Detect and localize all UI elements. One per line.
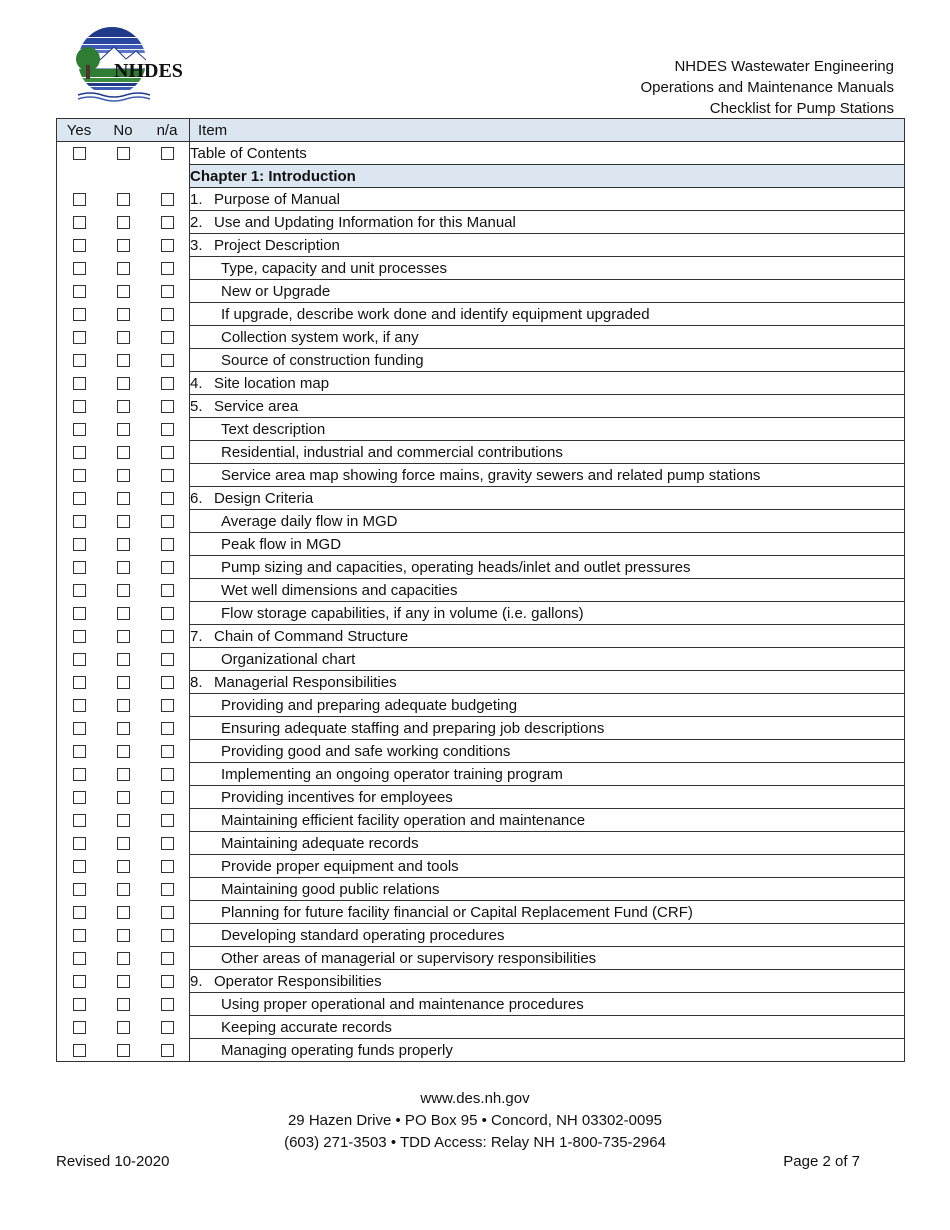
item-number: 1.: [190, 190, 203, 208]
checkbox-no[interactable]: [117, 768, 130, 781]
item-text: Managing operating funds properly: [221, 1041, 453, 1059]
checklist-body: [57, 142, 905, 1062]
checkbox-no[interactable]: [117, 400, 130, 413]
item-cell: [190, 142, 905, 165]
item-cell: [190, 579, 905, 602]
item-cell: [190, 303, 905, 326]
checkbox-na[interactable]: [161, 423, 174, 436]
checkbox-no[interactable]: [117, 423, 130, 436]
checkbox-yes[interactable]: [73, 814, 86, 827]
checklist-row: [57, 418, 905, 441]
checkbox-yes[interactable]: [73, 285, 86, 298]
item-cell: [190, 257, 905, 280]
checklist-row: [57, 533, 905, 556]
col-no: No: [101, 119, 145, 142]
checkbox-yes[interactable]: [73, 837, 86, 850]
item-number: 8.: [190, 673, 203, 691]
item-cell: [190, 809, 905, 832]
table-header-row: [57, 119, 905, 142]
item-cell: [190, 441, 905, 464]
item-text: Chapter 1: Introduction: [190, 167, 356, 185]
item-cell: [190, 234, 905, 257]
item-text: Provide proper equipment and tools: [221, 857, 459, 875]
checkbox-no[interactable]: [117, 699, 130, 712]
checkbox-na[interactable]: [161, 308, 174, 321]
item-cell: [190, 1039, 905, 1062]
item-text: Implementing an ongoing operator training program: [221, 765, 563, 783]
checklist-row: [57, 349, 905, 372]
checkbox-na[interactable]: [161, 1044, 174, 1057]
checklist-row: [57, 142, 905, 165]
item-text: Managerial Responsibilities: [214, 673, 397, 691]
checkbox-no[interactable]: [117, 607, 130, 620]
item-text: New or Upgrade: [221, 282, 331, 300]
checkbox-no[interactable]: [117, 515, 130, 528]
item-cell: [190, 855, 905, 878]
checkbox-yes[interactable]: [73, 262, 86, 275]
item-text: Maintaining adequate records: [221, 834, 419, 852]
checkbox-yes[interactable]: [73, 423, 86, 436]
checkbox-no[interactable]: [117, 492, 130, 505]
checkbox-na[interactable]: [161, 998, 174, 1011]
checklist-row: [57, 625, 905, 648]
checklist-row: [57, 188, 905, 211]
checklist-row: [57, 372, 905, 395]
checkbox-yes[interactable]: [73, 354, 86, 367]
checkbox-yes[interactable]: [73, 239, 86, 252]
checkbox-yes[interactable]: [73, 515, 86, 528]
checkbox-na[interactable]: [161, 745, 174, 758]
checkbox-na[interactable]: [161, 584, 174, 597]
item-text: Chain of Command Structure: [214, 627, 409, 645]
checkbox-na[interactable]: [161, 860, 174, 873]
checklist-row: [57, 234, 905, 257]
item-text: Providing incentives for employees: [221, 788, 453, 806]
checklist-row: [57, 786, 905, 809]
checkbox-yes[interactable]: [73, 469, 86, 482]
footer-address: 29 Hazen Drive • PO Box 95 • Concord, NH 03302-0095: [287, 1112, 663, 1129]
item-text: Providing good and safe working conditions: [221, 742, 511, 760]
checklist-row: [57, 487, 905, 510]
item-cell: [190, 763, 905, 786]
item-text: Project Description: [214, 236, 340, 254]
item-cell: [190, 395, 905, 418]
item-cell: [190, 556, 905, 579]
checkbox-na[interactable]: [161, 515, 174, 528]
checkbox-no[interactable]: [117, 308, 130, 321]
checkbox-yes[interactable]: [73, 331, 86, 344]
checklist-row: [57, 510, 905, 533]
checkbox-na[interactable]: [161, 377, 174, 390]
checkbox-na[interactable]: [161, 354, 174, 367]
checkbox-yes[interactable]: [73, 653, 86, 666]
checkbox-yes[interactable]: [73, 791, 86, 804]
page-number: Page 2 of 7: [783, 1153, 860, 1170]
revised-date: Revised 10-2020: [56, 1153, 170, 1170]
checkbox-na[interactable]: [161, 285, 174, 298]
checklist-table: [56, 118, 905, 1062]
checkbox-na[interactable]: [161, 331, 174, 344]
checklist-row: [57, 441, 905, 464]
item-cell: [190, 947, 905, 970]
checklist-row: [57, 993, 905, 1016]
checkbox-na[interactable]: [161, 768, 174, 781]
checkbox-no[interactable]: [117, 906, 130, 919]
item-text: Collection system work, if any: [221, 328, 419, 346]
checkbox-no[interactable]: [117, 1044, 130, 1057]
checklist-row: [57, 671, 905, 694]
col-yes: Yes: [57, 119, 102, 142]
checkbox-na[interactable]: [161, 492, 174, 505]
logo-text: NHDES: [114, 60, 183, 82]
item-number: 7.: [190, 627, 203, 645]
checklist-row: [57, 464, 905, 487]
item-cell: [190, 648, 905, 671]
item-text: Flow storage capabilities, if any in volume (i.e. gallons): [221, 604, 584, 622]
item-text: Using proper operational and maintenance procedures: [221, 995, 584, 1013]
item-cell: [190, 487, 905, 510]
checkbox-yes[interactable]: [73, 952, 86, 965]
checkbox-no[interactable]: [117, 860, 130, 873]
checkbox-na[interactable]: [161, 722, 174, 735]
checkbox-no[interactable]: [117, 285, 130, 298]
item-cell: [190, 717, 905, 740]
item-text: Purpose of Manual: [214, 190, 340, 208]
checkbox-yes[interactable]: [73, 193, 86, 206]
checkbox-na[interactable]: [161, 446, 174, 459]
checkbox-yes[interactable]: [73, 722, 86, 735]
checkbox-yes[interactable]: [73, 699, 86, 712]
checkbox-na[interactable]: [161, 561, 174, 574]
checkbox-na[interactable]: [161, 952, 174, 965]
checklist-row: [57, 809, 905, 832]
item-cell: [190, 211, 905, 234]
checklist-row: [57, 717, 905, 740]
checklist-row: [57, 947, 905, 970]
item-cell: [190, 464, 905, 487]
checkbox-yes[interactable]: [73, 1044, 86, 1057]
checklist-row: [57, 211, 905, 234]
checkbox-no[interactable]: [117, 216, 130, 229]
item-text: Average daily flow in MGD: [221, 512, 398, 530]
checkbox-na[interactable]: [161, 791, 174, 804]
checkbox-na[interactable]: [161, 883, 174, 896]
checkbox-no[interactable]: [117, 262, 130, 275]
item-text: Wet well dimensions and capacities: [221, 581, 458, 599]
checklist-row: [57, 970, 905, 993]
checkbox-yes[interactable]: [73, 906, 86, 919]
item-cell: [190, 625, 905, 648]
item-text: If upgrade, describe work done and identify equipment upgraded: [221, 305, 650, 323]
header-line-manuals: Operations and Maintenance Manuals: [640, 79, 894, 96]
item-cell: [190, 740, 905, 763]
item-text: Maintaining good public relations: [221, 880, 440, 898]
item-number: 3.: [190, 236, 203, 254]
checkbox-yes[interactable]: [73, 147, 86, 160]
checkbox-na[interactable]: [161, 630, 174, 643]
item-number: 5.: [190, 397, 203, 415]
item-text: Providing and preparing adequate budgeting: [221, 696, 518, 714]
item-cell: [190, 280, 905, 303]
item-cell: [190, 832, 905, 855]
item-text: Maintaining efficient facility operation and maintenance: [221, 811, 586, 829]
item-number: 6.: [190, 489, 203, 507]
item-cell: [190, 188, 905, 211]
checkbox-yes[interactable]: [73, 607, 86, 620]
header-line-checklist: Checklist for Pump Stations: [709, 100, 894, 117]
item-cell: [190, 326, 905, 349]
checkbox-yes[interactable]: [73, 745, 86, 758]
checklist-row: [57, 924, 905, 947]
checklist-row: [57, 326, 905, 349]
checklist-row: [57, 1016, 905, 1039]
checkbox-yes[interactable]: [73, 538, 86, 551]
checkbox-no[interactable]: [117, 446, 130, 459]
item-cell: [190, 602, 905, 625]
checklist-row: [57, 303, 905, 326]
footer-contact: [0, 1088, 950, 1154]
checkbox-na[interactable]: [161, 147, 174, 160]
checkbox-na[interactable]: [161, 538, 174, 551]
item-cell: [190, 533, 905, 556]
checkbox-no[interactable]: [117, 147, 130, 160]
checklist-row: [57, 280, 905, 303]
checkbox-no[interactable]: [117, 538, 130, 551]
footer-website[interactable]: www.des.nh.gov: [420, 1090, 530, 1107]
checklist-row: [57, 855, 905, 878]
item-cell: [190, 901, 905, 924]
document-header: [641, 56, 895, 119]
checkbox-no[interactable]: [117, 1021, 130, 1034]
checkbox-na[interactable]: [161, 814, 174, 827]
item-text: Peak flow in MGD: [221, 535, 342, 553]
footer-phone: (603) 271-3503 • TDD Access: Relay NH 1-800-735-2964: [284, 1134, 666, 1151]
checklist-row: [57, 648, 905, 671]
checkbox-no[interactable]: [117, 791, 130, 804]
checkbox-no[interactable]: [117, 929, 130, 942]
checkbox-na[interactable]: [161, 469, 174, 482]
checkbox-na[interactable]: [161, 837, 174, 850]
nhdes-logo: [70, 25, 190, 103]
item-text: Developing standard operating procedures: [221, 926, 505, 944]
item-text: Ensuring adequate staffing and preparing job descriptions: [221, 719, 605, 737]
checkbox-yes[interactable]: [73, 561, 86, 574]
checkbox-yes[interactable]: [73, 676, 86, 689]
checkbox-yes[interactable]: [73, 1021, 86, 1034]
item-text: Residential, industrial and commercial contributions: [221, 443, 563, 461]
checkbox-yes[interactable]: [73, 446, 86, 459]
checkbox-no[interactable]: [117, 193, 130, 206]
checkbox-no[interactable]: [117, 584, 130, 597]
checklist-row: [57, 901, 905, 924]
item-cell: [190, 165, 905, 188]
checkbox-yes[interactable]: [73, 492, 86, 505]
checklist-row: [57, 257, 905, 280]
checkbox-na[interactable]: [161, 975, 174, 988]
item-cell: [190, 924, 905, 947]
item-number: 4.: [190, 374, 203, 392]
checkbox-na[interactable]: [161, 239, 174, 252]
col-na: n/a: [145, 119, 190, 142]
item-number: 2.: [190, 213, 203, 231]
checkbox-na[interactable]: [161, 1021, 174, 1034]
item-text: Other areas of managerial or supervisory responsibilities: [221, 949, 597, 967]
checklist-row: [57, 556, 905, 579]
checkbox-yes[interactable]: [73, 883, 86, 896]
item-number: 9.: [190, 972, 203, 990]
checkbox-no[interactable]: [117, 331, 130, 344]
item-text: Operator Responsibilities: [214, 972, 382, 990]
item-cell: [190, 970, 905, 993]
checkbox-no[interactable]: [117, 377, 130, 390]
chapter-row: [57, 165, 905, 188]
checklist-row: [57, 579, 905, 602]
checklist-row: [57, 878, 905, 901]
checkbox-yes[interactable]: [73, 998, 86, 1011]
checkbox-no[interactable]: [117, 745, 130, 758]
checklist-row: [57, 832, 905, 855]
checklist-row: [57, 740, 905, 763]
checkbox-na[interactable]: [161, 699, 174, 712]
checkbox-na[interactable]: [161, 193, 174, 206]
checkbox-no[interactable]: [117, 653, 130, 666]
item-text: Planning for future facility financial or Capital Replacement Fund (CRF): [221, 903, 693, 921]
checkbox-no[interactable]: [117, 469, 130, 482]
item-cell: [190, 671, 905, 694]
checklist-row: [57, 602, 905, 625]
col-item: Item: [190, 119, 905, 142]
checkbox-yes[interactable]: [73, 975, 86, 988]
checkbox-no[interactable]: [117, 883, 130, 896]
checklist-row: [57, 395, 905, 418]
item-text: Service area: [214, 397, 299, 415]
checkbox-no[interactable]: [117, 561, 130, 574]
checkbox-yes[interactable]: [73, 584, 86, 597]
checkbox-no[interactable]: [117, 975, 130, 988]
checkbox-yes[interactable]: [73, 929, 86, 942]
checkbox-yes[interactable]: [73, 860, 86, 873]
item-cell: [190, 878, 905, 901]
checkbox-no[interactable]: [117, 630, 130, 643]
checkbox-no[interactable]: [117, 676, 130, 689]
checkbox-no[interactable]: [117, 837, 130, 850]
item-text: Table of Contents: [190, 144, 307, 162]
item-cell: [190, 1016, 905, 1039]
checkbox-yes[interactable]: [73, 400, 86, 413]
checkbox-na[interactable]: [161, 676, 174, 689]
checkbox-no[interactable]: [117, 354, 130, 367]
checkbox-yes[interactable]: [73, 308, 86, 321]
item-cell: [190, 349, 905, 372]
checkbox-yes[interactable]: [73, 377, 86, 390]
item-cell: [190, 694, 905, 717]
item-text: Type, capacity and unit processes: [221, 259, 447, 277]
checkbox-na[interactable]: [161, 216, 174, 229]
checkbox-na[interactable]: [161, 929, 174, 942]
item-text: Source of construction funding: [221, 351, 424, 369]
item-cell: [190, 372, 905, 395]
checkbox-no[interactable]: [117, 239, 130, 252]
item-text: Organizational chart: [221, 650, 356, 668]
checkbox-no[interactable]: [117, 722, 130, 735]
checklist-row: [57, 694, 905, 717]
item-cell: [190, 510, 905, 533]
checklist-row: [57, 1039, 905, 1062]
checklist-row: [57, 763, 905, 786]
item-text: Service area map showing force mains, gravity sewers and related pump stations: [221, 466, 761, 484]
item-cell: [190, 418, 905, 441]
item-cell: [190, 786, 905, 809]
item-text: Pump sizing and capacities, operating heads/inlet and outlet pressures: [221, 558, 691, 576]
item-text: Site location map: [214, 374, 330, 392]
checkbox-na[interactable]: [161, 653, 174, 666]
checkbox-no[interactable]: [117, 952, 130, 965]
checkbox-na[interactable]: [161, 607, 174, 620]
checkbox-yes[interactable]: [73, 768, 86, 781]
checkbox-na[interactable]: [161, 906, 174, 919]
item-text: Keeping accurate records: [221, 1018, 392, 1036]
header-line-agency: NHDES Wastewater Engineering: [674, 58, 894, 75]
checkbox-na[interactable]: [161, 400, 174, 413]
checkbox-yes[interactable]: [73, 630, 86, 643]
checkbox-na[interactable]: [161, 262, 174, 275]
checkbox-no[interactable]: [117, 998, 130, 1011]
item-text: Text description: [221, 420, 326, 438]
item-cell: [190, 993, 905, 1016]
item-text: Design Criteria: [214, 489, 314, 507]
checkbox-yes[interactable]: [73, 216, 86, 229]
item-text: Use and Updating Information for this Manual: [214, 213, 516, 231]
checkbox-no[interactable]: [117, 814, 130, 827]
